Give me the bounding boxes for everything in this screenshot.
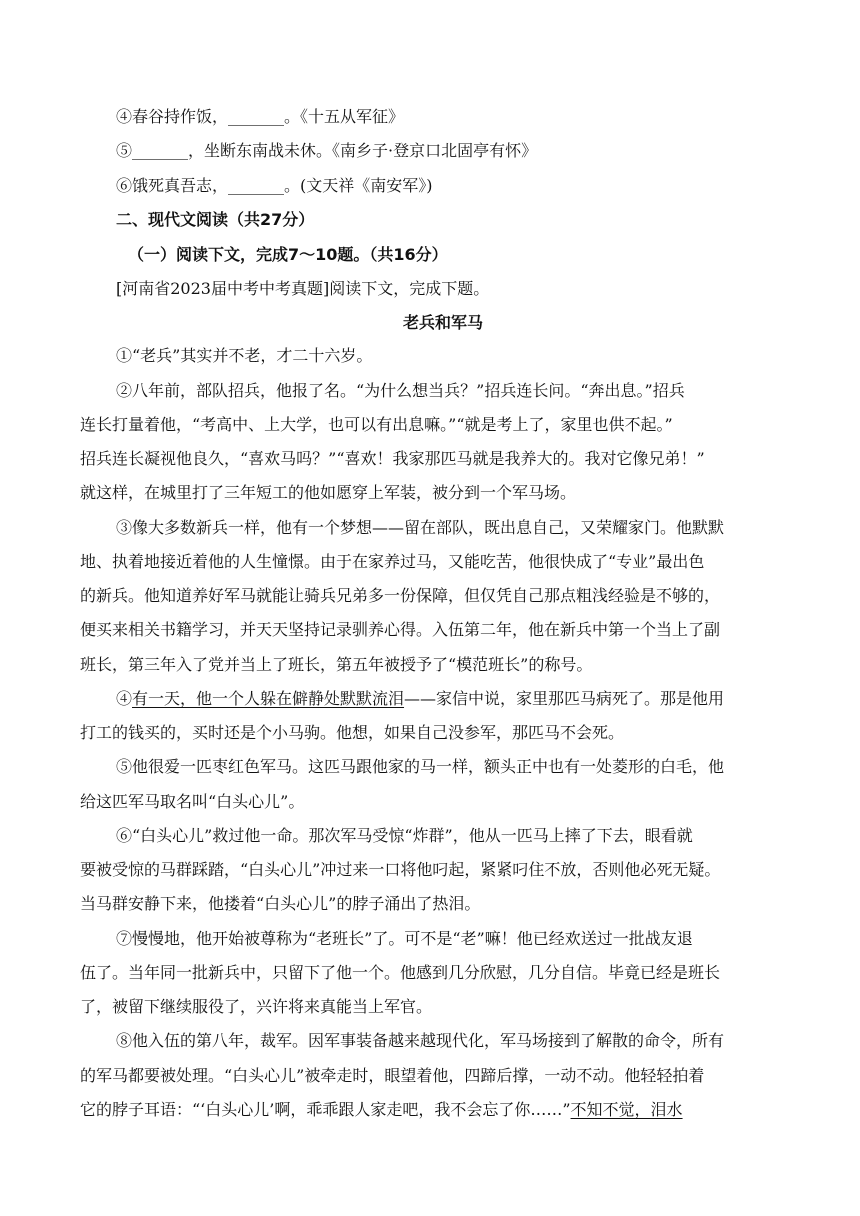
paragraph-8-line: 的军马都要被处理。“白头心儿”被牵走时，眼望着他，四蹄后撑，一动不动。他轻轻拍着 [80, 1066, 705, 1085]
paragraph-8-text: 它的脖子耳语：“‘白头心儿’啊，乖乖跟人家走吧，我不会忘了你……” [80, 1100, 571, 1119]
paragraph-3-line: 地、执着地接近着他的人生憧憬。由于在家养过马，又能吃苦，他很快成了“专业”最出色 [80, 552, 705, 571]
question-source: [河南省2023届中考中考真题]阅读下文，完成下题。 [116, 279, 490, 298]
paragraph-2-line: 招兵连长凝视他良久，“喜欢马吗？”“喜欢！我家那匹马就是我养大的。我对它像兄弟！” [80, 449, 705, 468]
article-title: 老兵和军马 [403, 313, 484, 332]
paragraph-3-line: ③像大多数新兵一样，他有一个梦想——留在部队，既出息自己，又荣耀家门。他默默 [116, 518, 725, 537]
fill-blank-item-5: ⑤_______，坐断东南战未休。《南乡子·登京口北固亭有怀》 [116, 141, 538, 160]
paragraph-2-line: 连长打量着他，“考高中、上大学，也可以有出息嘛。”“就是考上了，家里也供不起。” [80, 415, 673, 434]
fill-blank-item-4: ④春谷持作饭，_______。《十五从军征》 [116, 107, 405, 126]
paragraph-6-line: 要被受惊的马群踩踏，“白头心儿”冲过来一口将他叼起，紧紧叼住不放，否则他必死无疑。 [80, 860, 721, 879]
subsection-heading: （一）阅读下文，完成7～10题。（共16分） [128, 245, 448, 264]
paragraph-6-line: 当马群安静下来，他搂着“白头心儿”的脖子涌出了热泪。 [80, 894, 481, 913]
paragraph-7-line: 伍了。当年同一批新兵中，只留下了他一个。他感到几分欣慰，几分自信。毕竟已经是班长 [80, 963, 721, 982]
paragraph-6-line: ⑥“白头心儿”救过他一命。那次军马受惊“炸群”，他从一匹马上摔了下去，眼看就 [116, 826, 693, 845]
paragraph-3-line: 的新兵。他知道养好军马就能让骑兵兄弟多一份保障，但仅凭自己那点粗浅经验是不够的， [80, 586, 721, 605]
paragraph-4-marker: ④ [116, 689, 133, 708]
paragraph-5-line: ⑤他很爱一匹枣红色军马。这匹马跟他家的马一样，额头正中也有一处菱形的白毛，他 [116, 757, 725, 776]
underlined-sentence: 有一天，他一个人躲在僻静处默默流泪 [132, 689, 405, 708]
paragraph-8-line: ⑧他入伍的第八年，裁军。因军事装备越来越现代化，军马场接到了解散的命令，所有 [116, 1031, 725, 1050]
paragraph-7-line: ⑦慢慢地，他开始被尊称为“老班长”了。可不是“老”嘛！他已经欢送过一批战友退 [116, 929, 693, 948]
paragraph-8-line [80, 1100, 683, 1120]
paragraph-2-line: ②八年前，部队招兵，他报了名。“为什么想当兵？”招兵连长问。“奔出息。”招兵 [116, 381, 685, 400]
paragraph-3-line: 班长，第三年入了党并当上了班长，第五年被授予了“模范班长”的称号。 [80, 655, 593, 674]
fill-blank-item-6: ⑥饿死真吾志，_______。(文天祥《南安军》) [116, 176, 433, 195]
paragraph-5-line: 给这匹军马取名叫“白头心儿”。 [80, 792, 305, 811]
paragraph-3-line: 便买来相关书籍学习，并天天坚持记录驯养心得。入伍第二年，他在新兵中第一个当上了副 [80, 620, 721, 639]
paragraph-4-line: 打工的钱买的，买时还是个小马驹。他想，如果自己没参军，那匹马不会死。 [80, 723, 625, 742]
paragraph-1-line: ①“老兵”其实并不老，才二十六岁。 [116, 346, 373, 365]
paragraph-4-line [116, 689, 724, 709]
paragraph-4-rest: ——家信中说，家里那匹马病死了。那是他用 [404, 689, 725, 708]
underlined-phrase: 不知不觉，泪水 [570, 1100, 683, 1119]
paragraph-2-line: 就这样，在城里打了三年短工的他如愿穿上军装，被分到一个军马场。 [80, 483, 577, 502]
section-heading: 二、现代文阅读（共27分） [116, 210, 315, 229]
paragraph-7-line: 了，被留下继续服役了，兴许将来真能当上军官。 [80, 997, 433, 1016]
